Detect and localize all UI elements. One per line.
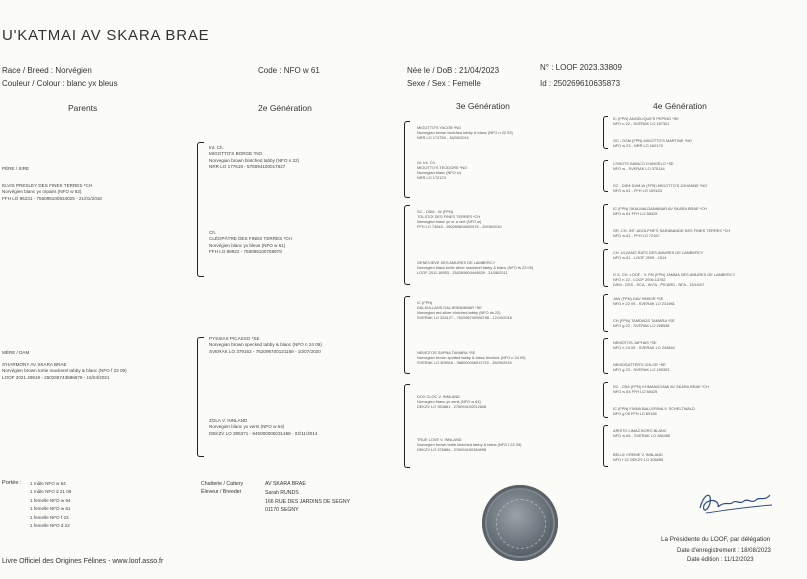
- entry-colour: Norvégien blanc yx bleus (NFO w 61): [209, 242, 286, 248]
- loof-footer: Livre Officiel des Origines Félines - www.loof.asso.fr: [2, 558, 164, 565]
- gen4-entry: [613, 228, 730, 238]
- entry-name: IC (FPN) ANGELIQUE'S PEPINO *SE: [613, 116, 679, 121]
- entry-registration: NFO w 61 - FFH LO 159183: [613, 188, 662, 194]
- entry-name: ARISTO LIMAZ BORO BLANC: [613, 428, 667, 433]
- registration-number: N° : LOOF 2023.33809: [540, 63, 622, 72]
- litter-label: Portée :: [2, 480, 22, 486]
- entry-registration: NFO w 61 - FFH LO 72167: [613, 233, 660, 239]
- entry-title: IC (FPN): [417, 300, 433, 305]
- header-gen4: 4e Génération: [653, 101, 707, 111]
- header-parents: Parents: [68, 103, 98, 113]
- entry-registration: NFO w 61 - LOOF 2009 - 1514: [613, 255, 667, 261]
- entry-registration: NFO g 23 - SVERAK LO 199303: [613, 367, 670, 373]
- entry-registration: NFO g 22 - SVERAK LO 298538: [613, 323, 670, 329]
- entry-title: Ch.: [209, 230, 217, 235]
- entry-registration: FFH LO 74945 - 250269604802976 - 20/08/2010: [417, 224, 502, 230]
- entry-name: NEMOTOS SAPNA TAMARA *SE: [417, 350, 476, 355]
- entry-colour: Norvegien black tortie silver mackerel tabby & blanc (NFO fs 23 09): [417, 265, 534, 271]
- gen4-entry: [613, 138, 692, 148]
- sire-colour: Norvégien blanc yx orpairs (NFO w 63): [2, 189, 82, 195]
- entry-registration: NFO n 22 - SVERAK LO 187321: [613, 121, 670, 127]
- entry-colour: Norvegian red silver blotched tabby (NFO ds 22): [417, 310, 501, 316]
- gen3-entry: [417, 160, 467, 180]
- entry-registration: NFO w - SVERAK LO 375144: [613, 166, 665, 172]
- gen3-entry: [417, 350, 526, 365]
- entry-colour: Norvegian brown spotted tabby & blanc bicolore (NFO n 24 09): [417, 355, 526, 361]
- bracket-dam: [197, 337, 204, 457]
- entry-registration: FFH LO 89922 - 756098100758978: [209, 249, 282, 255]
- litter-item: 1 femelle NFO w 64: [30, 497, 71, 503]
- entry-registration: SVERAK LO 305916 - 968000006911715 - 25/09/2015: [417, 360, 512, 366]
- entry-registration: NFO w 64 - SVERAK LO 268455: [613, 433, 671, 439]
- bracket-gen4: [603, 116, 608, 149]
- entry-colour: Norvegian blanc yx or a vert (NFO w): [417, 219, 482, 225]
- entry-name: CH. ULZANO RATS DES AMURES DE LAMBERCY: [613, 250, 704, 255]
- entry-registration: NFO n 22 - LOOF 2006.13782: [613, 277, 666, 283]
- bracket-gen3: [404, 384, 410, 468]
- gen3-entry: [417, 394, 486, 409]
- gen3-entry: [417, 300, 512, 320]
- dam-registration: LOOF 2021.49918 - 250268743686679 - 15/04/2021: [2, 374, 110, 380]
- entry-colour: Norvegian brown specked tabby & blanc (NFO n 24 09): [209, 342, 322, 348]
- litter-list: [30, 480, 71, 530]
- entry-name: MIGOTTO'S YACOB *NO: [417, 125, 462, 130]
- bracket-sire: [197, 142, 204, 277]
- gen4-entry: [613, 250, 703, 260]
- entry-colour: Norvegien blanc yx verts (NFO w 64): [417, 399, 481, 405]
- entry-name: GC - DSM (FPN) MIGOTTO'S MARTINE *NO: [613, 138, 692, 143]
- entry-name: G.S. CH. LOOF - V. FM (FPN) JAMMA DES AMURES DE LAMBERCY: [613, 272, 736, 277]
- entry-name: MIGOTTO'S BORGE *NO: [209, 151, 263, 157]
- gen4-entry: [613, 362, 669, 372]
- bracket-gen3: [404, 205, 410, 285]
- breeder-city: 01170 SEGNY: [265, 507, 299, 514]
- entry-colour: Norvegien brown tortie blotched tabby & blanc (NFO f 22 09): [417, 442, 522, 448]
- registration-date: Date d'enregistrement : 18/08/2023: [677, 548, 771, 554]
- code-field: Code : NFO w 61: [258, 66, 320, 75]
- gen2-entry: [209, 230, 292, 256]
- entry-name: SC - DSM DVM-W (FPN) MIGOTTO'S JOHANNE *NO: [613, 183, 708, 188]
- edition-date: Date édition : 11/12/2023: [687, 557, 754, 563]
- entry-name: CYBOTS BIANCO D'ANGELO *SE: [613, 161, 674, 166]
- gen3-entry: [417, 260, 533, 275]
- entry-registration: DEKZV LO 385371 - 945000005031458 - 02/11/2014: [209, 430, 318, 436]
- entry-name: BELLE CREME V. INNLAND: [613, 452, 663, 457]
- entry-name: CH (FPN) TAMDAGS TAMARA *SE: [613, 318, 675, 323]
- colour-field: Couleur / Colour : blanc yx bleus: [2, 79, 118, 88]
- entry-registration: SVERAK LO 334127 - 752096700058798 - 12/10/2016: [417, 315, 512, 321]
- entry-name: JAN (FPN) DAV HEBOR *SE: [613, 296, 664, 301]
- entry-colour: Norvegian brown blotched tabby (NFO n 22): [209, 157, 300, 163]
- dam-label: MÈRE / DAM: [2, 350, 30, 355]
- entry-name: NEMOGATTER'S CHLOE *SE: [613, 362, 666, 367]
- entry-registration: NFO e 22 09 - SVERAK LO 231981: [613, 301, 675, 307]
- entry-registration: NRR LO 174759 - 18/05/2014: [417, 135, 469, 141]
- litter-item: 1 femelle NFO d 22: [30, 523, 70, 529]
- gen2-entry: [209, 145, 299, 171]
- litter-item: 1 femelle NFO w 61: [30, 506, 71, 512]
- entry-name: SC - DSA (FPN) KOMANDOAMI AV SKARA BRAE *CH: [613, 384, 709, 389]
- gen4-entry: [613, 384, 709, 394]
- entry-registration: NRR LO 177619 - 578094100017627: [209, 164, 286, 170]
- entry-registration: DEKZV LO 376884 - 276094100184998: [417, 447, 487, 453]
- entry-name: IC (FPN) FINNA BALLERINA V. SCHELTWALD: [613, 406, 695, 411]
- litter-item: 1 mâle NFO w 64: [30, 481, 66, 486]
- gen3-entry: [417, 437, 521, 452]
- gen4-entry: [613, 428, 670, 438]
- breeder-name: Sarah RUNDS: [265, 490, 299, 496]
- sire-registration: FFH LO 95231 - 756098100834025 - 21/01/2018: [2, 195, 102, 201]
- chip-id: Id : 250269610635873: [540, 79, 621, 88]
- entry-registration: NRR LO 172123: [417, 175, 446, 181]
- bracket-gen3: [404, 296, 410, 374]
- dam-entry: [2, 362, 127, 381]
- bracket-gen4: [603, 294, 608, 332]
- litter-item: 1 femelle NFO f 23: [30, 514, 69, 520]
- breeder-address: 166 RUE DES JARDINS DE SEGNY: [265, 498, 351, 505]
- breed-field: Race / Breed : Norvégien: [2, 66, 92, 75]
- entry-name: DALKULLANS DALJENNIMMAR *SE: [417, 305, 482, 311]
- gen4-entry: [613, 296, 675, 306]
- entry-title: Gr. Int. Ch.: [417, 160, 436, 165]
- entry-registration: LOOF 2011.18953 - 250269604449639 - 31/08/2011: [417, 270, 508, 276]
- cat-name: U'KATMAI AV SKARA BRAE: [2, 27, 210, 44]
- litter-item: 1 mâle NFO d 21 09: [30, 489, 72, 495]
- gen4-entry: [613, 161, 674, 171]
- entry-name: MIGOTTO'S TEODORE *NO: [417, 165, 468, 171]
- president-label: La Présidente du LOOF, par délégation: [661, 536, 771, 543]
- breeder-details: [265, 489, 350, 515]
- entry-name: GENEVIEVE DES AMURES DE LAMBERCY: [417, 260, 496, 265]
- sire-label: PÈRE / SIRE: [2, 166, 30, 171]
- bracket-gen4: [603, 204, 608, 244]
- bracket-gen3: [404, 121, 410, 198]
- sire-entry: [2, 183, 102, 202]
- entry-name: CLÉOPÂTRE DES FINES TERRES *CH: [209, 236, 292, 242]
- bracket-gen4: [603, 382, 608, 418]
- entry-titles: DSM - DSS - SCA - W.FA - PICARD - NFA - 15/10/07: [613, 282, 705, 288]
- entry-title: SC - DSM - W (FPN): [417, 209, 454, 214]
- gen4-entry: [613, 452, 663, 462]
- gen4-entry: [613, 183, 707, 193]
- bracket-gen4: [603, 425, 608, 467]
- signature-graphic: [690, 483, 780, 523]
- loof-seal-stamp: [482, 485, 558, 561]
- gen4-entry: [613, 318, 675, 328]
- bracket-gen4: [603, 160, 608, 192]
- entry-name: NEMOTOS JAPHAS *SE: [613, 340, 657, 345]
- entry-colour: Norvegian blanc (NFO w): [417, 170, 461, 176]
- entry-colour: Norvegian brown blotched tabby & blanc (NFO n 22 09): [417, 130, 513, 136]
- entry-registration: NFO w 23 - NRR LO 162179: [613, 143, 663, 149]
- gen4-entry: [613, 206, 707, 216]
- entry-name: PYSSIAS PICASSO *SE: [209, 336, 260, 341]
- entry-registration: NFO w 61 FFH LO 58425: [613, 211, 658, 217]
- header-gen3: 3e Génération: [456, 101, 510, 111]
- entry-name: GR. CH. INT. ADOLPHE'S SARABANDE DES FINES TERRES *CH: [613, 228, 731, 233]
- entry-colour: Norvegien blanc yx verts (NFO w 64): [209, 424, 285, 430]
- entry-registration: NFO n 24 09 - SVERAK LO 243840: [613, 345, 675, 351]
- dob-field: Née le / DoB : 21/04/2023: [407, 66, 500, 75]
- entry-registration: NFO w 64 FFH LO 58425: [613, 389, 658, 395]
- entry-registration: NFO f 22 DEKZV LO 306665: [613, 457, 664, 463]
- entry-name: IC (FPN) SKALMALDANNMAR AV SKARA BRAE *CH: [613, 206, 707, 211]
- sire-name: ELVIS PRESLEY DES FINES TERRES *CH: [2, 183, 93, 188]
- entry-title: Int. Ch.: [209, 145, 224, 150]
- entry-name: TOLSTOÏ DES FINES TERRES *CH: [417, 214, 481, 220]
- gen3-entry: [417, 125, 513, 140]
- gen4-entry: [613, 406, 695, 416]
- entry-registration: DEKZV LO 353881 - 276094100012608: [417, 404, 487, 410]
- entry-name: ZOLA V. INNLAND: [209, 418, 248, 423]
- dam-colour: Norvégien brown tortie mackerel tabby & blanc (NFO f 23 09): [2, 368, 127, 374]
- entry-registration: NFO g 09 FFH LO 89158: [613, 411, 657, 417]
- breeder-label: Éleveur / Breeder: [201, 489, 242, 495]
- bracket-gen4: [603, 338, 608, 374]
- gen4-entry: [613, 340, 675, 350]
- entry-registration: SVERAK LO 379162 - 752096700131169 - 10/07/2020: [209, 348, 321, 354]
- entry-name: DOX CLOC V. INNLAND: [417, 394, 460, 399]
- entry-name: TRUE LOVE V. INNLAND: [417, 437, 462, 442]
- cattery-label: Chatterie / Cattery: [201, 481, 244, 487]
- gen4-entry: [613, 116, 679, 126]
- gen3-entry: [417, 209, 502, 229]
- dam-name: S'HARMONY AV SKARA BRAE: [2, 362, 67, 367]
- header-gen2: 2e Génération: [258, 103, 312, 113]
- gen2-entry: [209, 418, 317, 437]
- gen2-entry: [209, 336, 322, 355]
- gen4-entry: [613, 272, 735, 287]
- cattery-value: AV SKARA BRAE: [265, 481, 306, 487]
- bracket-gen4: [603, 249, 608, 287]
- sex-field: Sexe / Sex : Femelle: [407, 79, 481, 88]
